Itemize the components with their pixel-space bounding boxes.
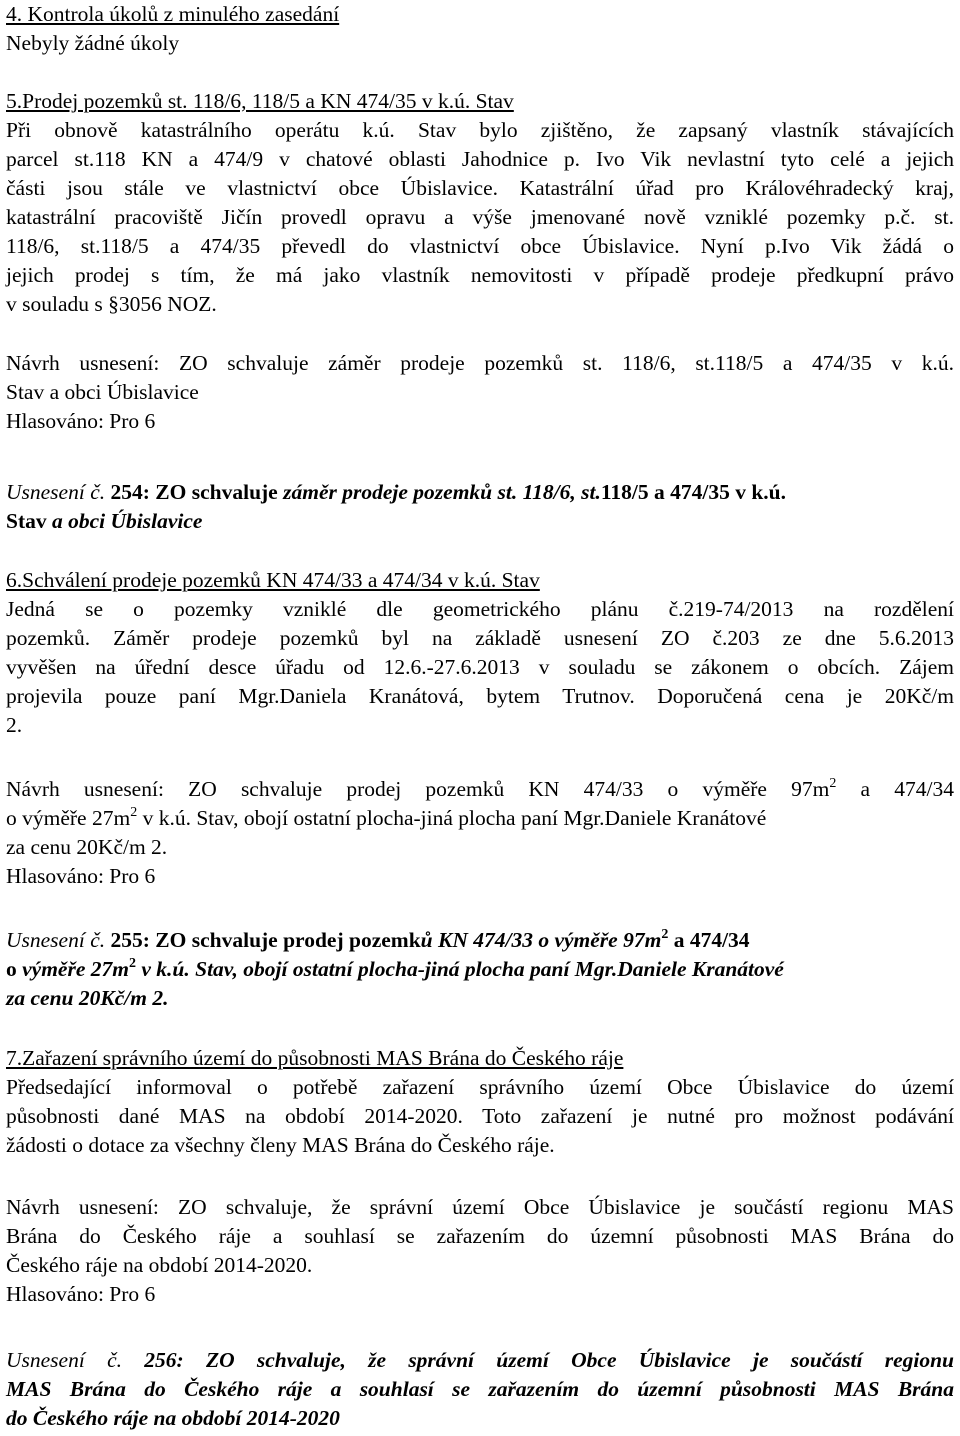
resolution-text: záměr prodeje pozemků st. 118/6, st. xyxy=(283,480,601,504)
proposal-line: za cenu 20Kč/m 2. xyxy=(6,835,168,859)
vote-line: Hlasováno: Pro 6 xyxy=(6,864,156,888)
superscript: 2 xyxy=(129,956,136,971)
vote-line: Hlasováno: Pro 6 xyxy=(6,409,156,433)
resolution-line xyxy=(6,478,954,507)
superscript: 2 xyxy=(661,927,669,942)
vote-line: Hlasováno: Pro 6 xyxy=(6,1282,156,1306)
paragraph-line: části jsou stále ve vlastnictví obce Úbislavice. Katastrální úřad pro Královéhradecký kraj, xyxy=(6,176,954,200)
resolution-text: 256: ZO schvaluje, že správní území Obce Úbislavice je součástí regionu xyxy=(122,1348,954,1372)
section-4-heading: 4. Kontrola úkolů z minulého zasedání xyxy=(6,2,340,26)
resolution-line: za cenu 20Kč/m 2. xyxy=(6,986,169,1010)
resolution-256 xyxy=(6,1346,954,1433)
paragraph-line: 2. xyxy=(6,713,23,737)
proposal-line: Českého ráje na období 2014-2020. xyxy=(6,1253,313,1277)
section-5 xyxy=(6,87,954,319)
resolution-line xyxy=(6,507,954,536)
resolution-line: do Českého ráje na období 2014-2020 xyxy=(6,1406,340,1430)
resolution-text: ů KN 474/33 o výměře 97m xyxy=(420,928,662,952)
section-6-proposal xyxy=(6,775,954,891)
resolution-text: a obci Úbislavice xyxy=(52,509,203,533)
section-4 xyxy=(6,0,954,58)
resolution-label: Usnesení č. xyxy=(6,928,106,952)
resolution-line: MAS Brána do Českého ráje a souhlasí se zařazením do územní působnosti MAS Brána xyxy=(6,1377,954,1401)
resolution-text: a 474/34 xyxy=(668,928,750,952)
resolution-label: Usnesení č. xyxy=(6,1348,123,1372)
resolution-text: o xyxy=(6,957,23,981)
section-5-proposal xyxy=(6,349,954,436)
section-5-heading: 5.Prodej pozemků st. 118/6, 118/5 a KN 474/35 v k.ú. Stav xyxy=(6,89,514,113)
paragraph-line: katastrální pracoviště Jičín provedl opravu a výše jmenované nově vzniklé pozemky p.č. st. xyxy=(6,205,954,229)
paragraph-line: projevila pouze paní Mgr.Daniela Kranátová, bytem Trutnov. Doporučená cena je 20Kč/m xyxy=(6,684,954,708)
section-7 xyxy=(6,1044,954,1160)
resolution-text: 255: ZO schvaluje prodej pozemk xyxy=(105,928,421,952)
paragraph-line: parcel st.118 KN a 474/9 v chatové oblasti Jahodnice p. Ivo Vik nevlastní tyto celé a jejich xyxy=(6,147,954,171)
resolution-text: v k.ú. Stav, obojí ostatní plocha-jiná plocha paní Mgr.Daniele Kranátové xyxy=(136,957,784,981)
paragraph-line: v souladu s §3056 NOZ. xyxy=(6,292,217,316)
proposal-line: Brána do Českého ráje a souhlasí se zařazením do územní působnosti MAS Brána do xyxy=(6,1224,954,1248)
proposal-text: v k.ú. Stav, obojí ostatní plocha-jiná plocha paní Mgr.Daniele Kranátové xyxy=(137,806,767,830)
proposal-line: Stav a obci Úbislavice xyxy=(6,380,199,404)
section-7-proposal xyxy=(6,1193,954,1309)
resolution-text: Stav xyxy=(6,509,52,533)
resolution-label: Usnesení č. xyxy=(6,480,106,504)
superscript: 2 xyxy=(829,776,837,791)
resolution-text: výměře 27m xyxy=(22,957,129,981)
paragraph-line: Při obnově katastrálního operátu k.ú. Stav bylo zjištěno, že zapsaný vlastník stávajících xyxy=(6,118,954,142)
resolution-line xyxy=(6,926,954,955)
paragraph-line: 118/6, st.118/5 a 474/35 převedl do vlastnictví obce Úbislavice. Nyní p.Ivo Vik žádá o xyxy=(6,234,954,258)
superscript: 2 xyxy=(130,805,138,820)
section-4-text: Nebyly žádné úkoly xyxy=(6,31,180,55)
proposal-text: o výměře 27m xyxy=(6,806,131,830)
proposal-line xyxy=(6,804,954,833)
resolution-number: 254: ZO schvaluje xyxy=(105,480,284,504)
section-6-heading: 6.Schválení prodeje pozemků KN 474/33 a 474/34 v k.ú. Stav xyxy=(6,568,540,592)
paragraph-line: Jedná se o pozemky vzniklé dle geometrického plánu č.219-74/2013 na rozdělení xyxy=(6,597,954,621)
resolution-254 xyxy=(6,478,954,536)
paragraph-line: jejich prodej s tím, že má jako vlastník nemovitosti v případě prodeje předkupní právo xyxy=(6,263,954,287)
paragraph-line: pozemků. Záměr prodeje pozemků byl na základě usnesení ZO č.203 ze dne 5.6.2013 xyxy=(6,626,954,650)
proposal-text: Návrh usnesení: ZO schvaluje prodej pozemků KN 474/33 o výměře 97m xyxy=(6,777,830,801)
proposal-text: a 474/34 xyxy=(836,777,954,801)
section-6 xyxy=(6,566,954,740)
resolution-text: 118/5 a 474/35 v k.ú. xyxy=(600,480,787,504)
resolution-line xyxy=(6,955,954,984)
paragraph-line: Předsedající informoval o potřebě zařazení správního území Obce Úbislavice do území xyxy=(6,1075,954,1099)
resolution-line xyxy=(6,1346,954,1375)
proposal-line xyxy=(6,775,954,804)
proposal-line: Návrh usnesení: ZO schvaluje záměr prodeje pozemků st. 118/6, st.118/5 a 474/35 v k.ú. xyxy=(6,351,954,375)
paragraph-line: vyvěšen na úřední desce úřadu od 12.6.-27.6.2013 v souladu se zákonem o obcích. Zájem xyxy=(6,655,954,679)
section-7-heading: 7.Zařazení správního území do působnosti MAS Brána do Českého ráje xyxy=(6,1046,624,1070)
paragraph-line: žádosti o dotace za všechny členy MAS Brána do Českého ráje. xyxy=(6,1133,555,1157)
resolution-255 xyxy=(6,926,954,1013)
proposal-line: Návrh usnesení: ZO schvaluje, že správní území Obce Úbislavice je součástí regionu MAS xyxy=(6,1195,954,1219)
paragraph-line: působnosti dané MAS na období 2014-2020. Toto zařazení je nutné pro možnost podávání xyxy=(6,1104,954,1128)
